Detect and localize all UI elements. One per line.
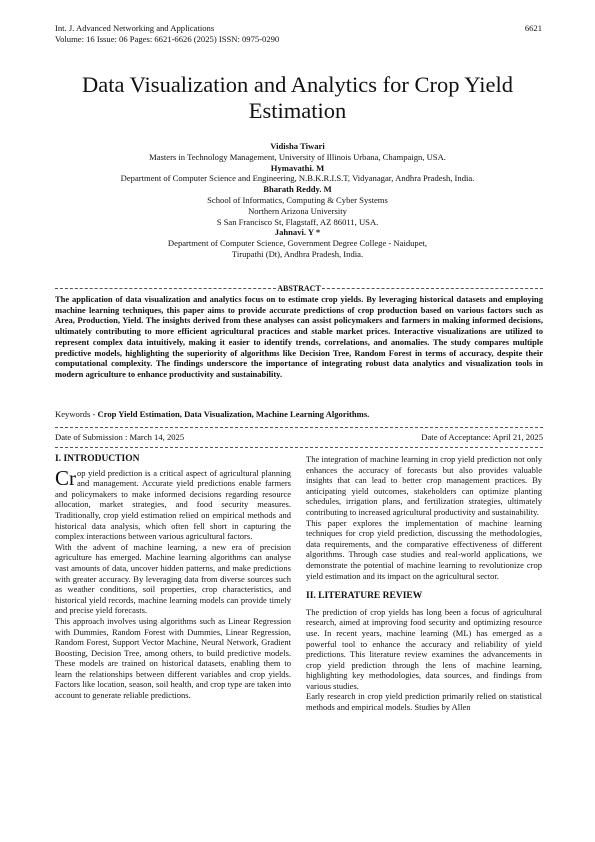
journal-header xyxy=(55,23,279,44)
author-4 xyxy=(40,227,555,259)
keywords xyxy=(55,409,369,419)
author-affiliation: Department of Computer Science and Engineering, N.B.K.R.I.S.T, Vidyanagar, Andhra Pradesh, India. xyxy=(120,173,475,184)
author-affiliation: Tirupathi (Dt), Andhra Pradesh, India. xyxy=(231,248,364,259)
author-name: Jahnavi. Y * xyxy=(274,227,321,238)
page-number: 6621 xyxy=(524,23,542,33)
drop-cap: Cr xyxy=(55,465,76,490)
author-3 xyxy=(40,184,555,227)
paragraph-text: op yield prediction is a critical aspect of agricultural planning and management. Accurate yield predictions enable farmers and policymakers to make informed decisions regarding resource allocation, market strategies, and food security measures. Traditionally, crop yield estimation relied on empirical methods and historical data analysis, which often fell short in capturing the complex interactions between various agricultural factors. xyxy=(55,467,291,542)
abstract-text: The application of data visualization and analytics focus on to estimate crop yields. By leveraging historical datasets and employing machine learning techniques, this paper aims to provide accurate predictions of crop production based on various factors such as Area, Production, Yield. The insights derived from these analyses can assist policymakers and farmers in making informed decisions, ultimately contributing to more efficient agricultural practices and stable market prices. Interactive visualizations are utilized to represent complex data intuitively, making it easier to identify trends, correlations, and anomalies. The study compares multiple predictive models, highlighting the superiority of algorithms like Decision Tree, Random Forest in terms of accuracy, despite their computational complexity. The findings underscore the importance of integrating robust data analytics and visualization tools in modern agriculture to enhance productivity and sustainability. xyxy=(55,294,543,379)
author-block xyxy=(40,141,555,260)
author-1 xyxy=(40,141,555,163)
author-2 xyxy=(40,163,555,185)
author-affiliation: School of Informatics, Computing & Cyber Systems xyxy=(207,194,388,205)
author-name: Hymavathi. M xyxy=(270,162,325,173)
date-row xyxy=(55,432,543,442)
date-acceptance: Date of Acceptance: April 21, 2025 xyxy=(421,432,543,442)
paragraph xyxy=(55,465,291,542)
divider xyxy=(55,427,543,428)
paragraph: This paper explores the implementation of machine learning techniques for crop yield prediction, discussing the methodologies, data requirements, and the comparative effectiveness of different algorithms. Through case studies and real-world applications, we demonstrate the potential of machine learning to revolutionize crop yield estimation and its impact on the agricultural sector. xyxy=(306,517,542,581)
paragraph: With the advent of machine learning, a new era of precision agriculture has emerged. Machine learning algorithms can analyse vast amounts of data, uncover hidden patterns, and make predictions with greater accuracy. By leveraging data from diverse sources such as weather conditions, soil properties, crop characteristics, and historical yield records, machine learning models can provide timely and precise yield forecasts. xyxy=(55,541,291,616)
author-name: Bharath Reddy. M xyxy=(263,184,332,195)
paragraph: Early research in crop yield prediction primarily relied on statistical methods and empirical models. Studies by Allen xyxy=(306,691,542,713)
date-submission: Date of Submission : March 14, 2025 xyxy=(55,432,185,442)
keywords-label: Keywords - xyxy=(55,409,98,419)
section-heading: I. INTRODUCTION xyxy=(55,454,140,464)
journal-issue: Volume: 16 Issue: 06 Pages: 6621-6626 (2025) ISSN: 0975-0290 xyxy=(55,33,280,44)
abstract-divider xyxy=(55,283,543,293)
section-heading: II. LITERATURE REVIEW xyxy=(306,591,423,602)
paper-title: Data Visualization and Analytics for Crop Yield Estimation xyxy=(81,72,514,123)
divider xyxy=(55,447,543,448)
author-affiliation: Northern Arizona University xyxy=(248,205,347,216)
right-column xyxy=(306,454,542,713)
paragraph: The integration of machine learning in crop yield prediction not only enhances the accuracy of forecasts but also provides valuable insights that can lead to better crop management practices. By anticipating yield outcomes, stakeholders can optimize planting schedules, irrigation plans, and fertilization strategies, ultimately contributing to increased agricultural productivity and sustainability. xyxy=(306,454,542,517)
divider-dashes xyxy=(55,288,276,289)
author-affiliation: Masters in Technology Management, University of Illinois Urbana, Champaign, USA. xyxy=(149,151,446,162)
left-column xyxy=(55,454,291,701)
author-name: Vidisha Tiwari xyxy=(270,141,325,151)
journal-name: Int. J. Advanced Networking and Applications xyxy=(55,23,215,33)
abstract-label: ABSTRACT xyxy=(277,283,321,293)
paragraph: This approach involves using algorithms such as Linear Regression with Dummies, Random Forest with Dummies, Linear Regression, Random Forest, Support Vector Machine, Neural Network, Gradient Boosting, Decision Tree, among others, to build predictive models. These models are trained on historical datasets, enabling them to learn the relationships between different variables and crop yields. Factors like location, season, soil health, and crop type are taken into account to generate reliable predictions. xyxy=(55,615,291,701)
author-affiliation: Department of Computer Science, Government Degree College - Naidupet, xyxy=(167,238,428,249)
divider-dashes xyxy=(322,288,543,289)
paragraph: The prediction of crop yields has long been a focus of agricultural research, aimed at improving food security and optimizing resource use. In recent years, machine learning (ML) has emerged as a powerful tool to enhance the accuracy and reliability of yield predictions. This literature review examines the advancements in crop yield prediction through the lens of machine learning, highlighting key methodologies, data sources, and findings from various studies. xyxy=(306,606,542,691)
keywords-list: Crop Yield Estimation, Data Visualization, Machine Learning Algorithms. xyxy=(97,409,370,419)
author-affiliation: S San Francisco St, Flagstaff, AZ 86011, USA. xyxy=(216,216,379,227)
